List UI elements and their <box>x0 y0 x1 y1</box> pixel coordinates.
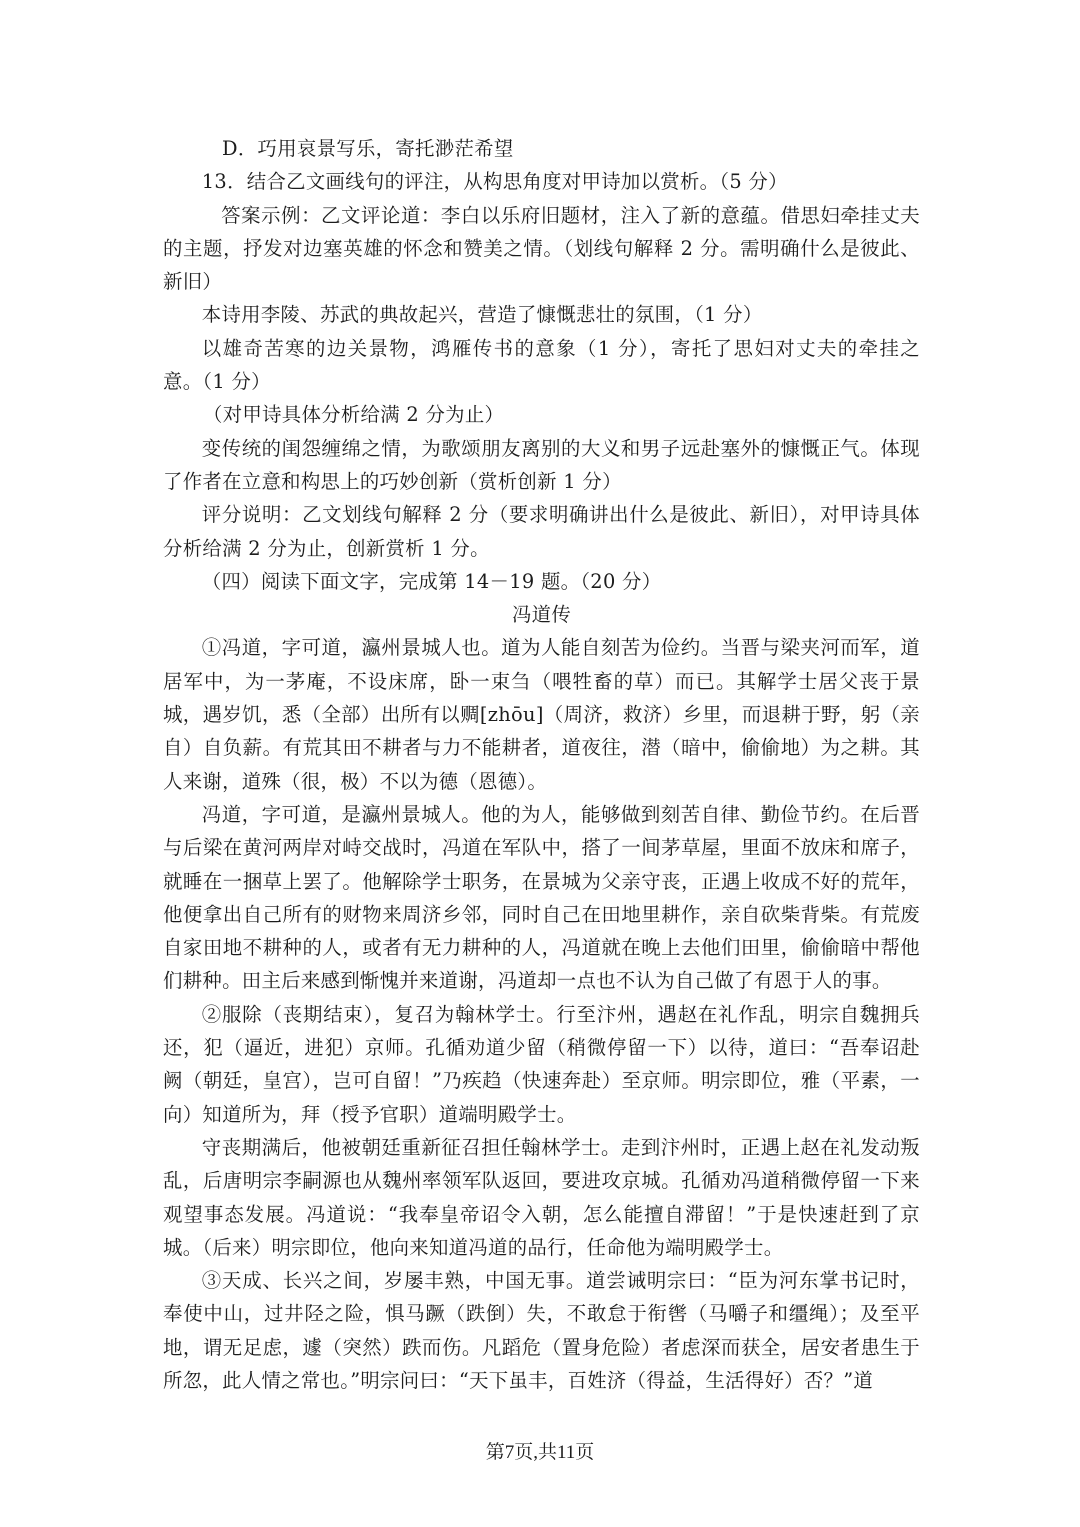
passage-paragraph-3: ③天成、长兴之间，岁屡丰熟，中国无事。道尝诫明宗曰：“臣为河东掌书记时，奉使中山，过井陉之险，惧马蹶（跌倒）失，不敢怠于衔辔（马嚼子和缰绳）；及至平地，谓无足虑，遽（突然）跌而伤。凡蹈危（置身危险）者虑深而获全，居安者患生于所忽，此人情之常也。”明宗问曰：“天下虽丰，百姓济（得益，生活得好）否？”道 <box>163 1269 920 1392</box>
scoring-note: 评分说明：乙文划线句解释 2 分（要求明确讲出什么是彼此、新旧），对甲诗具体分析给满 2 分为止，创新赏析 1 分。 <box>163 503 920 560</box>
passage-paragraph-2: ②服除（丧期结束），复召为翰林学士。行至汴州，遇赵在礼作乱，明宗自魏拥兵还，犯（逼近，进犯）京师。孔循劝道少留（稍微停留一下）以待，道曰：“吾奉诏赴阙（朝廷，皇宫），岂可自留！”乃疾趋（快速奔赴）至京师。明宗即位，雅（平素，一向）知道所为，拜（授予官职）道端明殿学士。 <box>163 1002 920 1126</box>
translation-paragraph-1: 冯道，字可道，是瀛州景城人。他的为人，能够做到刻苦自律、勤俭节约。在后晋与后梁在黄河两岸对峙交战时，冯道在军队中，搭了一间茅草屋，里面不放床和席子，就睡在一捆草上罢了。他解除学士职务，在景城为父亲守丧，正遇上收成不好的荒年，他便拿出自己所有的财物来周济乡邻，同时自己在田地里耕作，亲自砍柴背柴。有荒废自家田地不耕种的人，或者有无力耕种的人，冯道就在晚上去他们田里，偷偷暗中帮他们耕种。田主后来感到惭愧并来道谢，冯道却一点也不认为自己做了有恩于人的事。 <box>163 802 920 993</box>
option-d: D．巧用哀景写乐，寄托渺茫希望 <box>222 137 514 160</box>
section-heading: （四）阅读下面文字，完成第 14－19 题。（20 分） <box>201 569 662 593</box>
question-13: 13．结合乙文画线句的评注，从构思角度对甲诗加以赏析。（5 分） <box>201 170 788 194</box>
answer-innovation: 变传统的闺怨缠绵之情，为歌颂朋友离别的大义和男子远赴塞外的慷慨正气。体现了作者在立意和构思上的巧妙创新（赏析创新 1 分） <box>163 436 920 493</box>
answer-allusion: 本诗用李陵、苏武的典故起兴，营造了慷慨悲壮的氛围，（1 分） <box>201 303 763 327</box>
answer-example: 答案示例：乙文评论道：李白以乐府旧题材，注入了新的意蕴。借思妇牵挂丈夫的主题，抒发对边塞英雄的怀念和赞美之情。（划线句解释 2 分。需明确什么是彼此、新旧） <box>163 203 920 294</box>
page-footer: 第7页,共11页 <box>485 1442 595 1463</box>
page-content <box>163 132 920 1397</box>
translation-paragraph-2: 守丧期满后，他被朝廷重新征召担任翰林学士。走到汴州时，正遇上赵在礼发动叛乱，后唐明宗李嗣源也从魏州率领军队返回，要进攻京城。孔循劝冯道稍微停留一下来观望事态发展。冯道说：“我奉皇帝诏令入朝，怎么能擅自滞留！”于是快速赶到了京城。（后来）明宗即位，他向来知道冯道的品行，任命他为端明殿学士。 <box>163 1135 920 1259</box>
passage-paragraph-1: ①冯道，字可道，瀛州景城人也。道为人能自刻苦为俭约。当晋与梁夹河而军，道居军中，为一茅庵，不设床席，卧一束刍（喂牲畜的草）而已。其解学士居父丧于景城，遇岁饥，悉（全部）出所有以赒[zhōu]（周济，救济）乡里，而退耕于野，躬（亲自）自负薪。有荒其田不耕者与力不能耕者，道夜往，潜（暗中，偷偷地）为之耕。其人来谢，道殊（很，极）不以为德（恩德）。 <box>163 636 920 793</box>
passage-title: 冯道传 <box>511 603 572 627</box>
answer-note: （对甲诗具体分析给满 2 分为止） <box>203 403 505 427</box>
answer-imagery: 以雄奇苦寒的边关景物，鸿雁传书的意象（1 分），寄托了思妇对丈夫的牵挂之意。（1 分） <box>163 336 920 394</box>
